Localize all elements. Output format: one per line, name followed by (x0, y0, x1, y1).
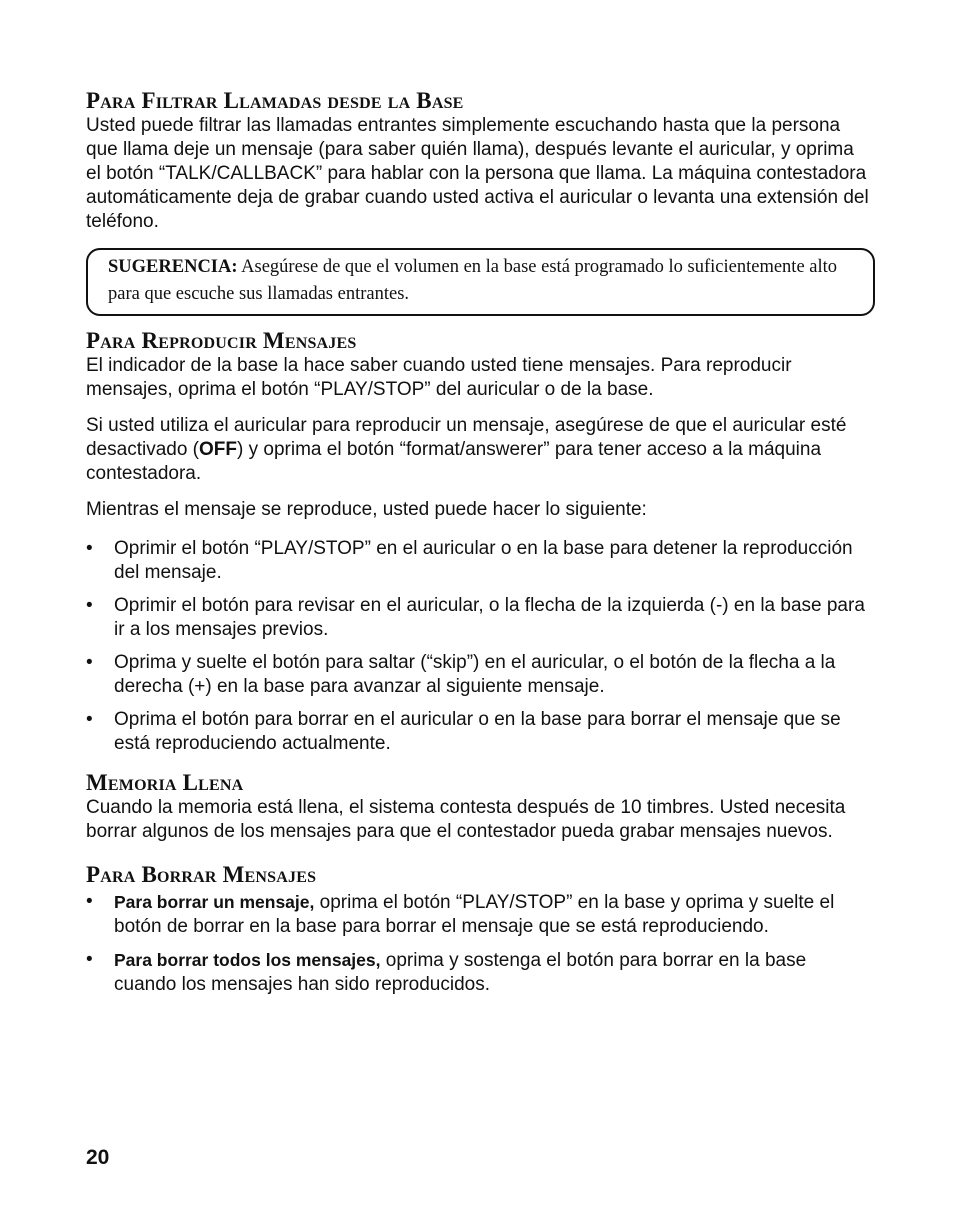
list-item (86, 708, 871, 756)
bullet-icon: • (86, 709, 93, 730)
bullet-icon: • (86, 538, 93, 559)
paragraph-reproducir-1: El indicador de la base la hace saber cuando usted tiene mensajes. Para reproducir mensajes, oprima el botón “PLAY/STOP” del auricular o de la base. (86, 355, 792, 400)
bullet-icon: • (86, 949, 93, 970)
list-item (86, 537, 871, 585)
page-content (86, 88, 871, 997)
bullet-icon: • (86, 652, 93, 673)
list-item-lead: Para borrar un mensaje, (114, 892, 315, 912)
paragraph-reproducir-2-before: Si usted utiliza el auricular para reproducir un mensaje, asegúrese de que el auricular esté desactivado ( (86, 415, 847, 460)
paragraph-filtrar: Usted puede filtrar las llamadas entrantes simplemente escuchando hasta que la persona que llama deje un mensaje (para saber quién llama), después levante el auricular, y oprima el botón “TALK/CALLBACK” para hablar con la persona que llama. La máquina contestadora automáticamente deja de grabar cuando usted activa el auricular o levanta una extensión del teléfono. (86, 115, 869, 232)
tip-text: Asegúrese de que el volumen en la base está programado lo suficientemente alto para que escuche sus llamadas entrantes. (108, 257, 838, 304)
section-title-filtrar: Para Filtrar Llamadas desde la Base (86, 88, 464, 113)
list-item (86, 948, 871, 997)
list-item-text: oprima el botón “PLAY/STOP” en la base y oprima y suelte el botón de borrar en la base para borrar el mensaje que se está reproduciendo. (114, 892, 835, 937)
list-item-text: Oprimir el botón para revisar en el auricular, o la flecha de la izquierda (-) en la base para ir a los mensajes previos. (114, 595, 865, 640)
list-item (86, 594, 871, 642)
section-title-reproducir: Para Reproducir Mensajes (86, 328, 357, 353)
list-item-text: Oprima y suelte el botón para saltar (“skip”) en el auricular, o el botón de la flecha a la derecha (+) en la base para avanzar al siguiente mensaje. (114, 652, 836, 697)
paragraph-reproducir-2-after: ) y oprima el botón “format/answerer” para tener acceso a la máquina contestadora. (86, 439, 822, 484)
tip-box (86, 248, 875, 316)
list-item-text: Oprimir el botón “PLAY/STOP” en el auricular o en la base para detener la reproducción del mensaje. (114, 538, 853, 583)
section-title-memoria: Memoria Llena (86, 770, 244, 795)
page-number: 20 (86, 1146, 110, 1169)
paragraph-reproducir-3: Mientras el mensaje se reproduce, usted puede hacer lo siguiente: (86, 499, 647, 520)
paragraph-memoria: Cuando la memoria está llena, el sistema contesta después de 10 timbres. Usted necesita borrar algunos de los mensajes para que el contestador pueda grabar mensajes nuevos. (86, 797, 846, 842)
tip-label: SUGERENCIA: (108, 257, 238, 277)
list-item-text: Oprima el botón para borrar en el auricular o en la base para borrar el mensaje que se está reproduciendo actualmente. (114, 709, 841, 754)
list-item (86, 890, 871, 939)
delete-options-list (86, 890, 871, 997)
section-title-borrar: Para Borrar Mensajes (86, 862, 317, 887)
list-item-text: oprima y sostenga el botón para borrar en la base cuando los mensajes han sido reproducidos. (114, 950, 807, 995)
bullet-icon: • (86, 595, 93, 616)
bullet-icon: • (86, 891, 93, 912)
paragraph-reproducir-2 (86, 414, 871, 486)
off-label: OFF (199, 439, 238, 460)
list-item-lead: Para borrar todos los mensajes, (114, 950, 381, 970)
list-item (86, 651, 871, 699)
playback-options-list (86, 537, 871, 756)
